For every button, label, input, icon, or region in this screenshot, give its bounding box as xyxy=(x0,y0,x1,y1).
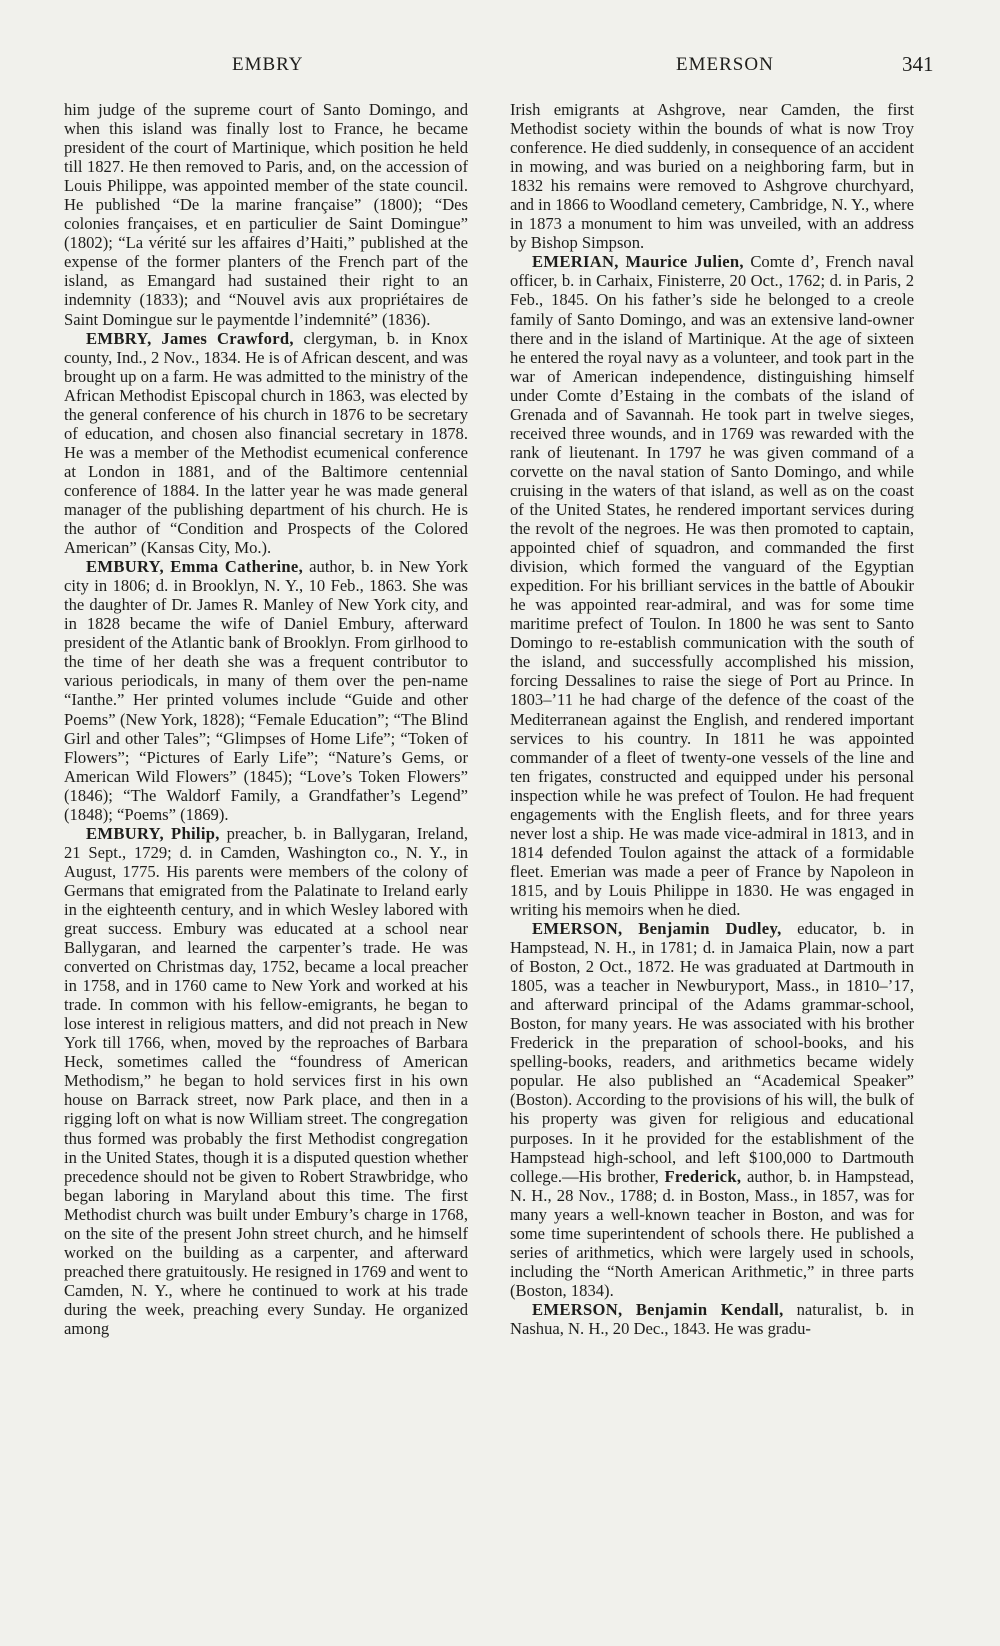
entry-text: Comte d’, French naval officer, b. in Carhaix, Finisterre, 20 Oct., 1762; d. in Paris, 2 Feb., 1845. On his father’s side he belonged to a creole family of Santo Domingo, and was an extensive land-owner there and in the island of Martinique. At the age of sixteen he entered the royal navy as a volunteer, and took part in the war of American independence, distinguishing himself under Comte d’Estaing in the combats of the island of Grenada and of Savannah. He took part in twelve sieges, received three wounds, and in 1769 was rewarded with the rank of lieutenant. In 1797 he was given command of a corvette on the naval station of Santo Domingo, and while cruising in the waters of that island, as well as on the coast of the United States, he rendered important services during the revolt of the negroes. He was then promoted to captain, appointed chief of squadron, and commanded the first division, which formed the vanguard of the Egyptian expedition. For his brilliant services in the battle of Aboukir he was appointed rear-admiral, and was for some time maritime prefect of Toulon. In 1800 he was sent to Santo Domingo to re-establish communication with the south of the island, and successfully accomplished his mission, forcing Dessalines to raise the siege of Port au Prince. In 1803–’11 he had charge of the defence of the coast of the Mediterranean against the English, and rendered important services to his country. In 1811 he was appointed commander of a fleet of twenty-one vessels of the line and ten frigates, constructed and equipped under his personal inspection while he was prefect of Toulon. He had frequent engagements with the English fleets, and for three years never lost a ship. He was made vice-admiral in 1813, and in 1814 defended Toulon against the attack of a formidable fleet. Emerian was made a peer of France by Napoleon in 1815, and by Louis Philippe in 1830. He was engaged in writing his memoirs when he died. xyxy=(510,252,915,919)
entry-text: educator, b. in Hampstead, N. H., in 1781; d. in Jamaica Plain, now a part of Boston, 2 Oct., 1872. He was graduated at Dartmouth in 1805, was a teacher in Newburyport, Mass., in 1810–’17, and afterward principal of the Adams grammar-school, Boston, for many years. He was associated with his brother Frederick in the preparation of school-books, and his spelling-books, readers, and arithmetics became widely popular. He also published an “Academical Speaker” (Boston). According to the provisions of his will, the bulk of his property was given for religious and educational purposes. In it he provided for the establishment of the Hampstead high-school, and left $100,000 to Dartmouth college.—His brother, xyxy=(510,919,915,1186)
entry-text: clergyman, b. in Knox county, Ind., 2 Nov., 1834. He is of African descent, and was brought up on a farm. He was admitted to the ministry of the African Methodist Episcopal church in 1863, was elected by the general conference of his church in 1876 to be secretary of education, and chosen also financial secretary in 1878. He was a member of the Methodist ecumenical conference at London in 1881, and of the Baltimore centennial conference of 1884. In the latter year he was made general manager of the publishing department of his church. He is the author of “Condition and Prospects of the Colored American” (Kansas City, Mo.). xyxy=(64,328,468,558)
entry-embry-james-crawford xyxy=(64,329,468,558)
continued-paragraph: Irish emigrants at Ashgrove, near Camden, the first Methodist society within the bounds of what is now Troy conference. He died suddenly, in consequence of an accident in mowing, and was buried on a neighboring farm, but in 1832 his remains were removed to Ashgrove churchyard, and in 1866 to Woodland cemetery, Cambridge, N. Y., where in 1873 a monument to him was unveiled, with an address by Bishop Simpson. xyxy=(510,100,914,253)
right-column xyxy=(510,100,914,1338)
entry-emerian-maurice-julien xyxy=(510,252,914,919)
entry-headword: EMBURY, Emma Catherine, xyxy=(86,557,304,577)
header-right-guide-word: EMERSON xyxy=(676,54,774,75)
header-left-guide-word: EMBRY xyxy=(232,54,304,75)
left-column xyxy=(64,100,468,1338)
page-number: 341 xyxy=(902,52,934,76)
entry-headword: EMERSON, Benjamin Kendall, xyxy=(532,1299,784,1319)
entry-headword: EMERIAN, Maurice Julien, xyxy=(532,252,744,272)
running-header xyxy=(0,52,1000,82)
continued-paragraph: him judge of the supreme court of Santo Domingo, and when this island was finally lost to France, he became president of the court of Martinique, which position he held till 1827. He then removed to Paris, and, on the accession of Louis Philippe, was appointed member of the state council. He published “De la marine française” (1800); “Des colonies françaises, et en particulier de Saint Domingue” (1802); “La vérité sur les affaires d’Haiti,” published at the expense of the former planters of the French part of the island, as Emangard had sustained their right to an indemnity (1833); and “Nouvel avis aux propriétaires de Saint Domingue sur le paymentde l’indemnité” (1836). xyxy=(64,100,468,329)
entry-text: naturalist, b. in Nashua, N. H., 20 Dec., 1843. He was gradu- xyxy=(510,1299,914,1338)
entry-embury-emma-catherine xyxy=(64,557,468,824)
entry-embury-philip xyxy=(64,824,468,1338)
entry-text: preacher, b. in Ballygaran, Ireland, 21 Sept., 1729; d. in Camden, Washington co., N. Y., in August, 1775. His parents were members of the colony of Germans that emigrated from the Palatinate to Ireland early in the eighteenth century, and in which Wesley labored with great success. Embury was educated at a school near Ballygaran, and learned the carpenter’s trade. He was converted on Christmas day, 1752, became a local preacher in 1758, and in 1760 came to New York and worked at his trade. In common with his fellow-emigrants, he began to lose interest in religious matters, and did not preach in New York till 1766, when, moved by the reproaches of Barbara Heck, sometimes called the “foundress of American Methodism,” he began to hold services first in his own house on Barrack street, now Park place, and then in a rigging loft on what is now William street. The congregation thus formed was probably the first Methodist congregation in the United States, though it is a disputed question whether precedence should not be given to Robert Strawbridge, who began laboring in Maryland about this time. The first Methodist church was built under Embury’s charge in 1768, on the site of the present John street church, and he himself worked on the building as a carpenter, and afterward preached there gratuitously. He resigned in 1769 and went to Camden, N. Y., where he continued to work at his trade during the week, preaching every Sunday. He organized among xyxy=(64,823,468,1338)
entry-text: author, b. in New York city in 1806; d. in Brooklyn, N. Y., 10 Feb., 1863. She was the daughter of Dr. James R. Manley of New York city, and in 1828 became the wife of Daniel Embury, afterward president of the Atlantic bank of Brooklyn. From girlhood to the time of her death she was a frequent contributor to various periodicals, in many of them over the pen-name “Ianthe.” Her printed volumes include “Guide and other Poems” (New York, 1828); “Female Education”; “The Blind Girl and other Tales”; “Glimpses of Home Life”; “Token of Flowers”; “Pictures of Early Life”; “Nature’s Gems, or American Wild Flowers” (1845); “Love’s Token Flowers” (1846); “The Waldorf Family, a Grandfather’s Legend” (1848); “Poems” (1869). xyxy=(64,557,468,824)
sub-entry-headword: Frederick, xyxy=(664,1166,742,1186)
entry-headword: EMBRY, James Crawford, xyxy=(86,328,294,348)
entry-emerson-benjamin-dudley xyxy=(510,919,914,1300)
entry-headword: EMBURY, Philip, xyxy=(86,823,220,843)
entry-emerson-benjamin-kendall xyxy=(510,1300,914,1338)
sub-entry-text: author, b. in Hampstead, N. H., 28 Nov., 1788; d. in Boston, Mass., in 1857, was for many years a well-known teacher in Boston, and was for some time superintendent of schools there. He published a series of arithmetics, which were largely used in schools, including the “North American Arithmetic,” in three parts (Boston, 1834). xyxy=(510,1166,914,1300)
entry-headword: EMERSON, Benjamin Dudley, xyxy=(532,919,782,939)
